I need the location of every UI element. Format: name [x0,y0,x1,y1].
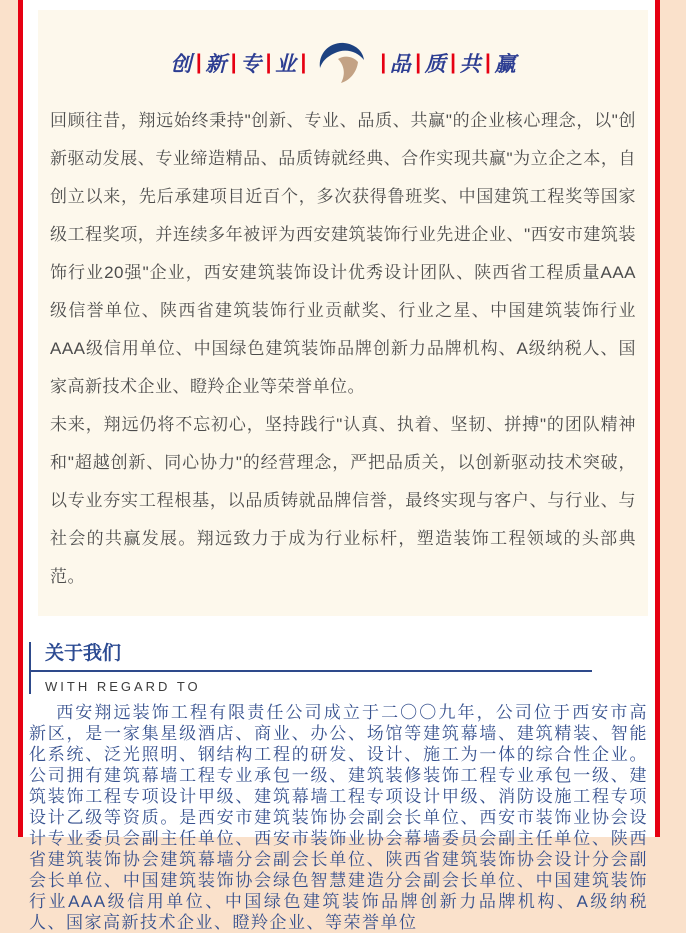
intro-paragraph-1: 回顾往昔，翔远始终秉持"创新、专业、品质、共赢"的企业核心理念，以"创新驱动发展、专业缔造精品、品质铸就经典、合作实现共赢"为立企之本，自创立以来，先后承建项目近百个，多次获得鲁班奖、中国建筑工程奖等国家级工程奖项，并连续多年被评为西安建筑装饰行业先进企业、"西安市建筑装饰行业20强"企业，西安建筑装饰设计优秀设计团队、陕西省工程质量AAA级信誉单位、陕西省建筑装饰行业贡献奖、行业之星、中国建筑装饰行业AAA级信用单位、中国绿色建筑装饰品牌创新力品牌机构、A级纳税人、国家高新技术企业、瞪羚企业等荣誉单位。 [50,111,636,396]
title-underline [29,670,592,672]
slogan-char: 赢 [494,53,516,76]
about-section-header [29,642,648,694]
slogan-separator: | [265,51,272,74]
slogan-separator: | [484,51,491,74]
intro-paragraph-2: 未来，翔远仍将不忘初心，坚持践行"认真、执着、坚韧、拼搏"的团队精神和"超越创新、同心协力"的经营理念，严把品质关，以创新驱动技术突破，以专业夯实工程根基，以品质铸就品牌信誉，最终实现与客户、与行业、与社会的共赢发展。翔远致力于成为行业标杆，塑造装饰工程领域的头部典范。 [50,415,636,586]
intro-card [38,10,648,616]
section-subtitle-en: WITH REGARD TO [45,679,201,694]
slogan-separator: | [449,51,456,74]
slogan-char: 创 [170,53,192,76]
company-logo-icon [317,40,369,86]
slogan-char: 新 [205,53,227,76]
slogan-char: 专 [240,53,262,76]
slogan-separator: | [414,51,421,74]
page-inner [23,0,655,932]
about-paragraph: 西安翔远装饰工程有限责任公司成立于二〇〇九年，公司位于西安市高新区，是一家集星级酒店、商业、办公、场馆等建筑幕墙、建筑精装、智能化系统、泛光照明、钢结构工程的研发、设计、施工为一体的综合性企业。公司拥有建筑幕墙工程专业承包一级、建筑装修装饰工程专业承包一级、建筑装饰工程专项设计甲级、建筑幕墙工程专项设计甲级、消防设施工程专项设计乙级等资质。是西安市建筑装饰协会副会长单位、西安市装饰业协会设计专业委员会副主任单位、西安市装饰业协会幕墙委员会副主任单位、陕西省建筑装饰协会建筑幕墙分会副会长单位、陕西省建筑装饰协会设计分会副会长单位、中国建筑装饰协会绿色智慧建造分会副会长单位、中国建筑装饰行业AAA级信用单位、中国绿色建筑装饰品牌创新力品牌机构、A级纳税人、国家高新技术企业、瞪羚企业、等荣誉单位 [29,703,648,932]
right-red-border-line [655,0,660,837]
slogan-banner [50,40,636,86]
slogan-char: 质 [424,53,446,76]
about-section [29,642,648,933]
slogan-char: 共 [459,53,481,76]
slogan-separator: | [380,51,386,74]
slogan-separator: | [195,51,202,74]
slogan-separator: | [230,51,237,74]
slogan-char: 品 [389,53,411,76]
slogan-char: 业 [275,53,297,76]
slogan-separator: | [300,51,306,74]
section-title: 关于我们 [45,643,122,664]
